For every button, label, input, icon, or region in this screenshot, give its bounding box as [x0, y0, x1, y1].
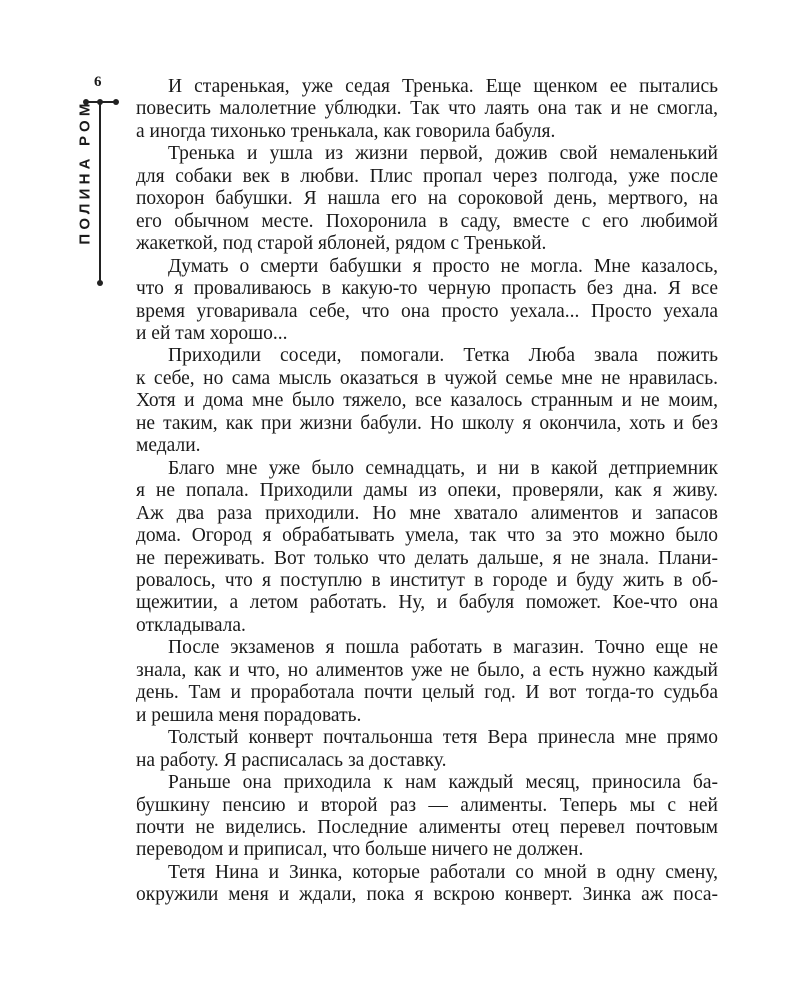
- text-line: и решила меня порадовать.: [136, 704, 362, 726]
- text-line: ровалось, что я поступлю в институт в городе и буду жить в об-: [136, 569, 718, 591]
- paragraph: [136, 772, 718, 862]
- text-line: Раньше она приходила к нам каждый месяц, приносила ба-: [168, 772, 718, 794]
- text-line: Думать о смерти бабушки я просто не могла. Мне казалось,: [168, 255, 718, 277]
- text-line: откладывала.: [136, 614, 246, 636]
- text-line: щежитии, а летом работать. Ну, и бабуля поможет. Кое-что она: [136, 592, 718, 614]
- text-line: Приходили соседи, помогали. Тетка Люба звала пожить: [168, 345, 718, 367]
- text-line: Толстый конверт почтальонша тетя Вера принесла мне прямо: [168, 727, 718, 749]
- text-line: я не попала. Приходили дамы из опеки, проверяли, как я живу.: [136, 480, 718, 502]
- rule-dot: [97, 99, 103, 105]
- text-line: И старенькая, уже седая Тренька. Еще щенком ее пытались: [168, 76, 718, 97]
- text-line: жакеткой, под старой яблоней, рядом с Тренькой.: [136, 233, 547, 255]
- text-line: его обычном месте. Похоронила в саду, вместе с его любимой: [136, 210, 718, 232]
- paragraph: [136, 637, 718, 727]
- text-line: Тренька и ушла из жизни первой, дожив свой немаленький: [168, 143, 718, 165]
- text-line: повесить малолетние ублюдки. Так что лаять она так и не смогла,: [136, 98, 718, 120]
- rule-dot: [97, 280, 103, 286]
- text-line: Аж два раза приходили. Но мне хватало алиментов и запасов: [136, 502, 718, 524]
- paragraph: [136, 345, 718, 457]
- text-line: к себе, но сама мысль оказаться в чужой семье мне не нравилась.: [136, 367, 718, 389]
- text-line: а иногда тихонько тренькала, как говорила бабуля.: [136, 120, 556, 142]
- text-line: для собаки век в любви. Плис пропал через полгода, уже после: [136, 165, 718, 187]
- text-line: Хотя и дома мне было тяжело, все казалось странным и не моим,: [136, 390, 718, 412]
- text-line: и ей там хорошо...: [136, 322, 288, 344]
- text-line: окружили меня и ждали, пока я вскрою конверт. Зинка аж поса-: [136, 884, 718, 906]
- running-head-rule-vertical: [99, 101, 101, 283]
- text-line: похорон бабушки. Я нашла его на сороковой день, мертвого, на: [136, 188, 718, 210]
- text-line: переводом и приписал, что больше ничего не должен.: [136, 839, 584, 861]
- text-line: время уговаривала себе, что она просто уехала... Просто уехала: [136, 300, 718, 322]
- paragraph: [136, 76, 718, 143]
- text-line: дома. Огород я обрабатывать умела, так что за это можно было: [136, 525, 718, 547]
- text-line: день. Там и проработала почти целый год. И вот тогда-то судьба: [136, 682, 718, 704]
- text-line: После экзаменов я пошла работать в магазин. Точно еще не: [168, 637, 718, 659]
- text-line: Тетя Нина и Зинка, которые работали со мной в одну смену,: [168, 861, 718, 883]
- paragraph: [136, 727, 718, 772]
- text-line: не таким, как при жизни бабули. Но школу я окончила, хоть и без: [136, 412, 718, 434]
- text-line: бушкину пенсию и второй раз — алименты. Теперь мы с ней: [136, 794, 718, 816]
- text-line: не переживать. Вот только что делать дальше, я не знала. Плани-: [136, 547, 718, 569]
- text-line: Благо мне уже было семнадцать, и ни в какой детприемник: [168, 457, 718, 479]
- text-line: на работу. Я расписалась за доставку.: [136, 749, 447, 771]
- rule-dot: [113, 99, 119, 105]
- page-number: 6: [94, 74, 102, 90]
- paragraph: [136, 458, 718, 638]
- text-line: что я проваливаюсь в какую-то черную пропасть без дна. Я все: [136, 278, 718, 300]
- author-running-head: ПОЛИНА РОМ: [76, 99, 94, 245]
- text-line: почти не виделись. Последние алименты отец перевел почтовым: [136, 816, 718, 838]
- paragraph: [136, 143, 718, 255]
- paragraph: [136, 862, 718, 907]
- text-line: медали.: [136, 435, 201, 457]
- text-line: знала, как и что, но алиментов уже не было, а есть нужно каждый: [136, 659, 718, 681]
- body-text: [136, 76, 718, 907]
- paragraph: [136, 256, 718, 346]
